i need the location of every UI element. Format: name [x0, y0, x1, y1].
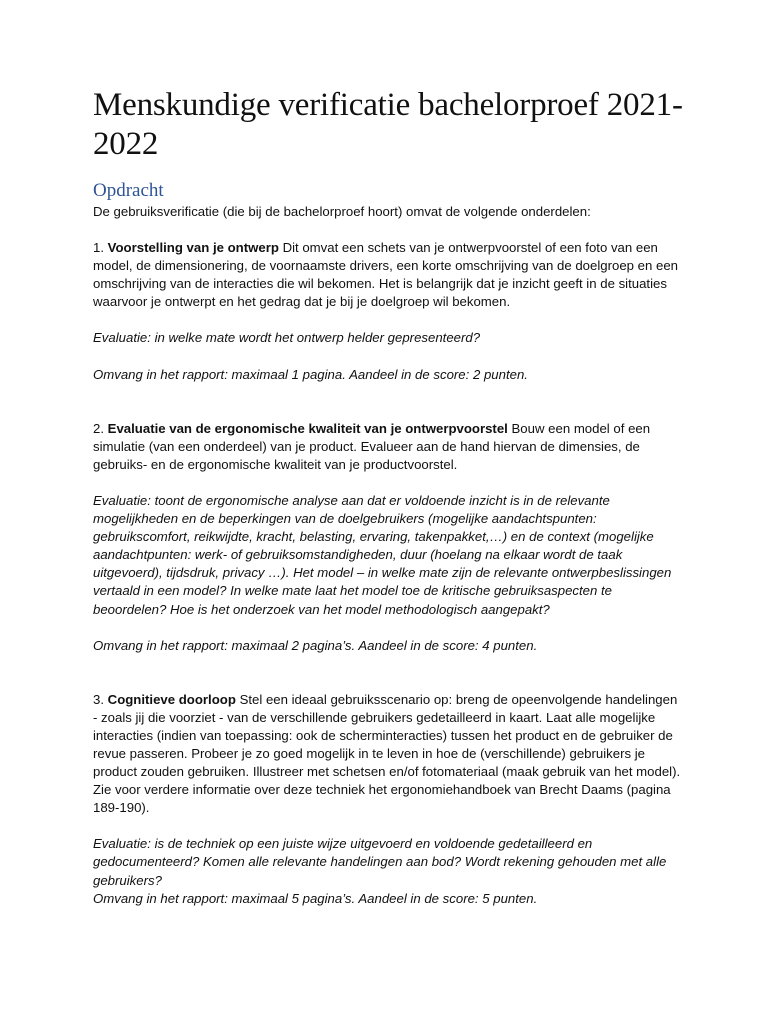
- part-3-heading: Cognitieve doorloop: [107, 691, 236, 707]
- part-2-paragraph: [93, 420, 683, 474]
- part-1-paragraph: [93, 239, 683, 311]
- page-title: Menskundige verificatie bachelorproef 2021-2022: [93, 87, 683, 162]
- part-1-heading: Voorstelling van je ontwerp: [107, 240, 279, 256]
- part-2-scope: Omvang in het rapport: maximaal 2 pagina’s. Aandeel in de score: 4 punten.: [93, 637, 538, 653]
- part-1-evaluation: Evaluatie: in welke mate wordt het ontwerp helder gepresenteerd?: [93, 330, 481, 346]
- part-2-evaluation: Evaluatie: toont de ergonomische analyse aan dat er voldoende inzicht is in de relevante mogelijkheden en de beperkingen van de doelgebruikers (mogelijke aandachtspunten: gebruikscomfort, reikwijdte, kracht, belasting, ervaring, takenpakket,…) en de context (mogelijke aandachtpunten: werk- of gebruiksomstandigheden, duur (hoelang na elkaar wordt de taak uitgevoerd), tijdsdruk, privacy …). Het model – in welke mate zijn de relevante ontwerpbeslissingen vertaald in een model? In welke mate laat het model toe de kritische gebruiksaspecten te beoordelen? Hoe is het onderzoek van het model methodologisch aangepakt?: [93, 492, 672, 617]
- document-page: [93, 86, 683, 908]
- section-heading: Opdracht: [93, 180, 164, 201]
- part-1-body: Dit omvat een schets van je ontwerpvoorstel of een foto van een model, de dimensionering, de voornaamste drivers, een korte omschrijving van de doelgroep en een omschrijving van de interacties die wil bekomen. Het is belangrijk dat je inzicht geeft in de situaties waarvoor je ontwerpt en het gedrag dat je bij je doelgroep wil bekomen.: [93, 240, 678, 310]
- part-2-body: Bouw een model of een simulatie (van een onderdeel) van je product. Evalueer aan de hand hiervan de dimensies, de gebruiks- en de ergonomische kwaliteit van je productvoorstel.: [93, 420, 651, 472]
- part-3-paragraph: [93, 691, 683, 818]
- part-3-scope: Omvang in het rapport: maximaal 5 pagina’s. Aandeel in de score: 5 punten.: [93, 890, 538, 906]
- part-2-heading: Evaluatie van de ergonomische kwaliteit van je ontwerpvoorstel: [107, 420, 508, 436]
- part-1-scope: Omvang in het rapport: maximaal 1 pagina. Aandeel in de score: 2 punten.: [93, 366, 528, 382]
- part-2-number: 2.: [93, 420, 104, 436]
- intro-text: De gebruiksverificatie (die bij de bachelorproef hoort) omvat de volgende onderdelen:: [93, 204, 591, 219]
- part-1-number: 1.: [93, 240, 104, 256]
- part-3-number: 3.: [93, 691, 104, 707]
- part-3-evaluation: Evaluatie: is de techniek op een juiste wijze uitgevoerd en voldoende gedetailleerd en gedocumenteerd? Komen alle relevante handelingen aan bod? Wordt rekening gehouden met alle gebruikers?: [93, 836, 667, 888]
- part-3-body: Stel een ideaal gebruiksscenario op: breng de opeenvolgende handelingen - zoals jij die voorziet - van de verschillende gebruikers gedetailleerd in kaart. Laat alle mogelijke interacties (indien van toepassing: ook de scherminteracties) tussen het product en de gebruiker de revue passeren. Probeer je zo goed mogelijk in te leven in hoe de (verschillende) gebruikers je product zouden gebruiken. Illustreer met schetsen en/of fotomateriaal (maak gebruik van het model). Zie voor verdere informatie over deze techniek het ergonomiehandboek van Brecht Daams (pagina 189-190).: [93, 691, 681, 816]
